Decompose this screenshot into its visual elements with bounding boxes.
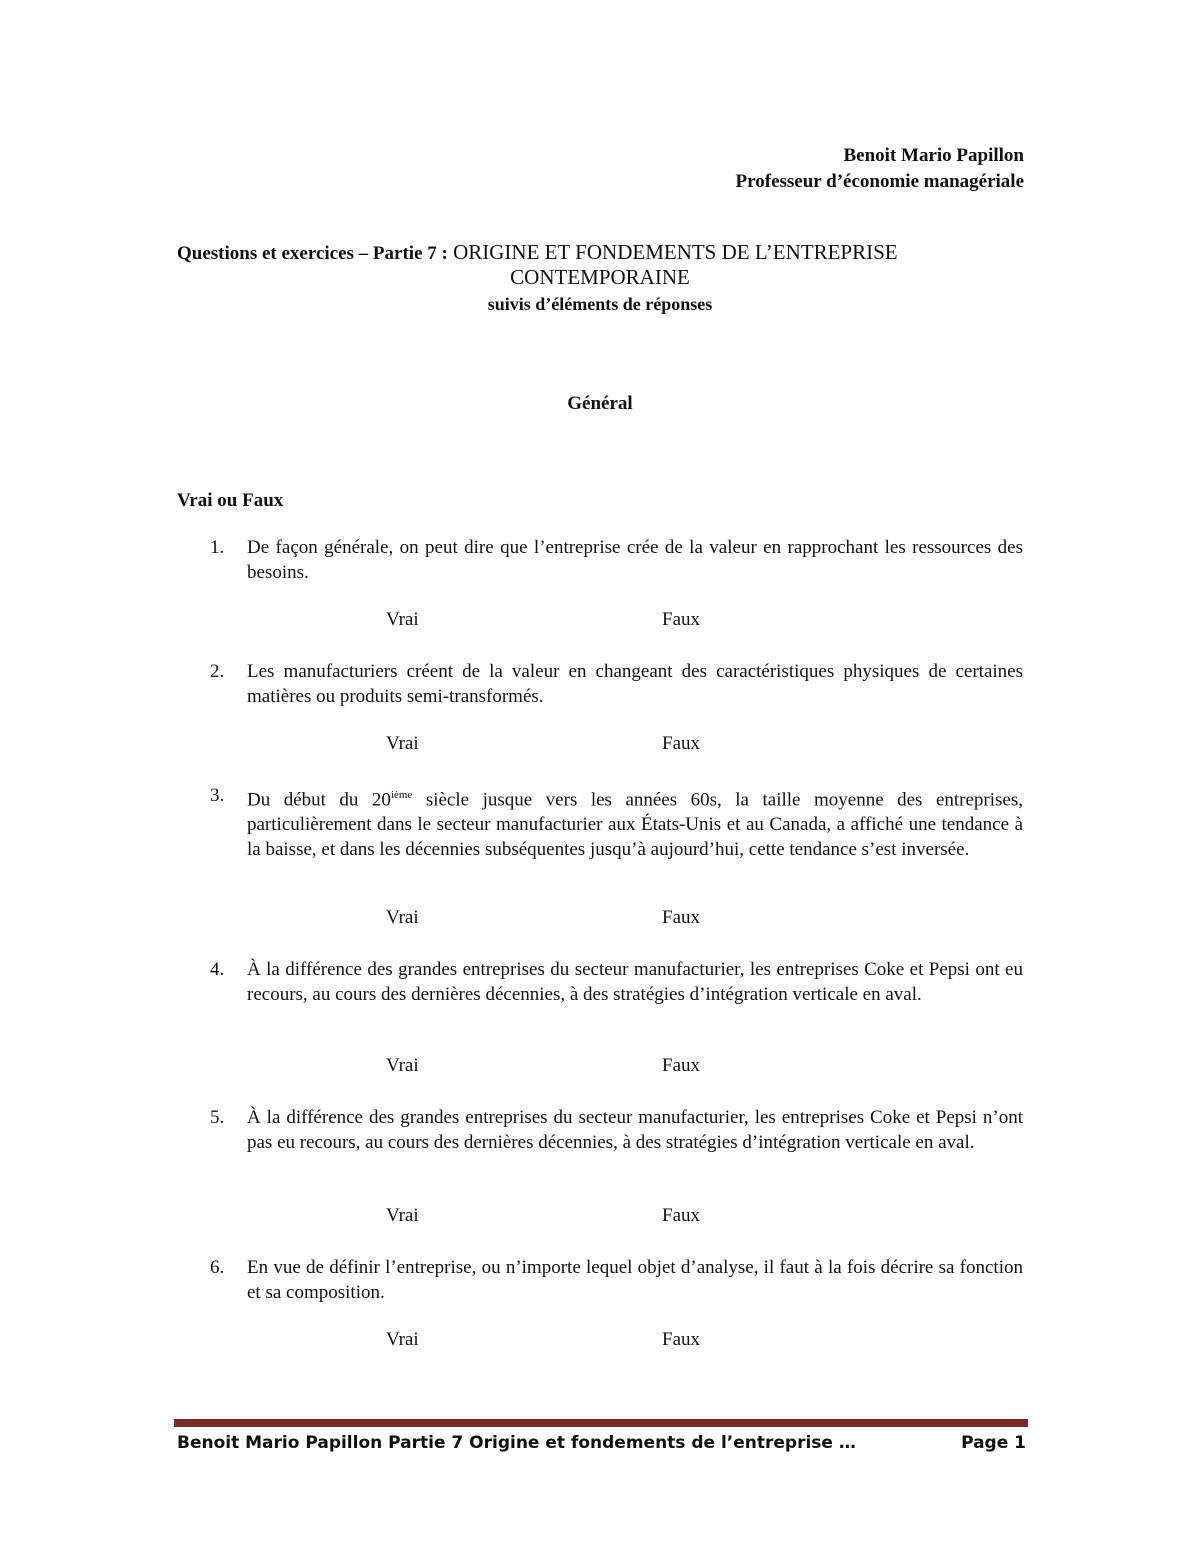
author-name: Benoit Mario Papillon [843,145,1024,166]
author-block [736,143,1024,195]
section-heading: Général [567,393,633,414]
title-subtitle: suivis d’éléments de réponses [487,294,713,314]
choice-faux[interactable]: Faux [662,907,700,928]
choice-vrai[interactable]: Vrai [386,1055,419,1076]
question-item [177,535,1023,585]
question-number: 2. [210,661,225,682]
question-item [177,1105,1023,1155]
ordinal-superscript: ième [390,789,413,801]
question-text: De façon générale, on peut dire que l’entreprise crée de la valeur en rapprochant les ressources des besoins. [247,537,1023,583]
document-title [177,240,1023,265]
footer-divider [174,1419,1028,1427]
question-text: Les manufacturiers créent de la valeur en changeant des caractéristiques physiques de certaines matières ou produits semi-transformés. [247,661,1023,707]
title-main-line2: CONTEMPORAINE [510,265,690,289]
choice-vrai[interactable]: Vrai [386,733,419,754]
question-text-after: siècle jusque vers les années 60s, la taille moyenne des entreprises, particulièrement dans le secteur manufacturier aux États-Unis et au Canada, a affiché une tendance à la baisse, et dans les décennies subséquentes jusqu’à aujourd’hui, cette tendance s’est inversée. [247,789,1023,861]
page-number: Page 1 [961,1433,1026,1453]
question-number: 6. [210,1257,225,1278]
question-item [177,1255,1023,1305]
subsection-heading: Vrai ou Faux [177,490,284,511]
choice-vrai[interactable]: Vrai [386,907,419,928]
choice-faux[interactable]: Faux [662,733,700,754]
author-role: Professeur d’économie managériale [735,171,1024,192]
question-text: En vue de définir l’entreprise, ou n’importe lequel objet d’analyse, il faut à la fois décrire sa fonction et sa composition. [247,1257,1023,1303]
choice-vrai[interactable]: Vrai [386,609,419,630]
footer-title: Benoit Mario Papillon Partie 7 Origine et fondements de l’entreprise … [177,1433,856,1453]
question-text: À la différence des grandes entreprises du secteur manufacturier, les entreprises Coke et Pepsi n’ont pas eu recours, au cours des dernières décennies, à des stratégies d’intégration verticale en aval. [247,1107,1023,1153]
question-item [177,957,1023,1007]
choice-vrai[interactable]: Vrai [386,1329,419,1350]
choice-faux[interactable]: Faux [662,1055,700,1076]
title-main-line1: ORIGINE ET FONDEMENTS DE L’ENTREPRISE [453,240,898,264]
question-number: 5. [210,1107,225,1128]
choice-faux[interactable]: Faux [662,609,700,630]
choice-vrai[interactable]: Vrai [386,1205,419,1226]
question-text-before: Du début du 20 [247,789,391,811]
question-text: À la différence des grandes entreprises du secteur manufacturier, les entreprises Coke et Pepsi ont eu recours, au cours des dernières décennies, à des stratégies d’intégration verticale en aval. [247,959,1023,1005]
question-item [177,659,1023,709]
question-number: 1. [210,537,225,558]
choice-faux[interactable]: Faux [662,1329,700,1350]
question-number: 3. [210,785,225,806]
question-item [177,783,1023,862]
question-number: 4. [210,959,225,980]
title-lead: Questions et exercices – Partie 7 : [177,243,448,264]
choice-faux[interactable]: Faux [662,1205,700,1226]
question-text [247,783,1023,862]
